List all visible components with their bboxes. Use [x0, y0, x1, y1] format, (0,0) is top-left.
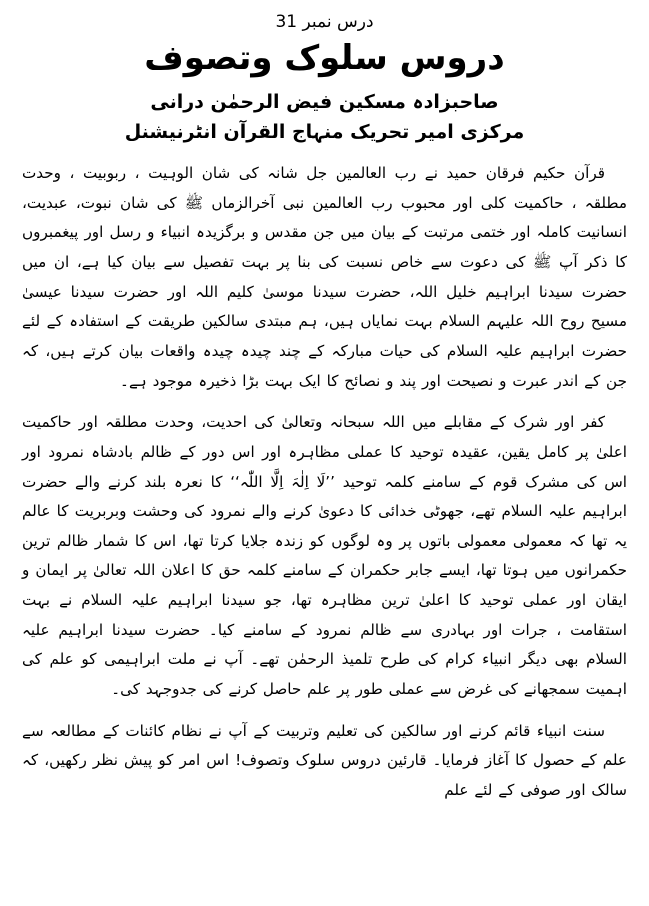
body-paragraph-2: کفر اور شرک کے مقابلے میں اللہ سبحانہ وتعالیٰ کی احدیت، وحدت مطلقہ اور حاکمیت اعلیٰ پر کامل یقین، عقیدہ توحید کا عملی مظاہرہ اور اس دور کے ظالم بادشاہ نمرود اور اس کی مشرک قوم کے سامنے کلمہ توحید ’’لَا اِلٰہَ اِلَّا اللّٰہ‘‘ کا نعرہ بلند کرنے والے حضرت ابراہیم علیہ السلام تھے، جھوٹی خدائی کا دعویٰ کرنے والے نمرود کی وحشت وبربریت کا عالم یہ تھا کہ معمولی معمولی باتوں پر وہ لوگوں کو زندہ جلایا کرتا تھا، اس کا شمار ظالم ترین حکمرانوں میں ہوتا تھا، ایسے جابر حکمران کے سامنے کلمہ حق کا اعلان اللہ تعالیٰ پر ایمان و ایقان اور عملی توحید کا اعلیٰ ترین مظاہرہ تھا، جو سیدنا ابراہیم علیہ السلام نے بہت استقامت ، جرات اور بہادری سے ظالم نمرود کے سامنے کیا۔ حضرت سیدنا ابراہیم علیہ السلام بھی دیگر انبیاء کرام کی طرح تلمیذ الرحمٰن تھے۔ آپ نے ملت ابراہیمی کو علم کی اہمیت سمجھانے کی غرض سے عملی طور پر علم حاصل کرنے کی جدوجہد کی۔ [22, 413, 627, 699]
page-title: دروس سلوک وتصوف [144, 38, 505, 79]
body-paragraph-3: سنت انبیاء قائم کرنے اور سالکین کی تعلیم وتربیت کے آپ نے نظام کائنات کے مطالعہ سے علم کے حصول کا آغاز فرمایا۔ قارئین دروس سلوک وتصوف! اس امر کو پیش نظر رکھیں، کہ سالک اور صوفی کے لئے علم [22, 721, 627, 799]
author-name: صاحبزادہ مسکین فیض الرحمٰن درانی [150, 90, 499, 113]
body-paragraph-1: قرآن حکیم فرقان حمید نے رب العالمین جل شانہ کی شان الوہیت ، ربوبیت ، وحدت مطلقہ ، حاکمیت کلی اور محبوب رب العالمین نبی آخرالزماں ﷺ کی شان نبوت، عبدیت، انسانیت کاملہ اور ختمی مرتبت کے بیان میں جن مقدس و برگزیدہ انبیاء و رسل اور پیغمبروں کا ذکر آپ ﷺ کی دعوت سے خاص نسبت کی بنا پر بہت تفصیل سے بیان کیا ہے، ان میں حضرت سیدنا ابراہیم خلیل اللہ، حضرت سیدنا موسیٰ کلیم اللہ اور حضرت سیدنا عیسیٰ مسیح روح اللہ علیہم السلام بہت نمایاں ہیں، ہم مبتدی سالکین طریقت کے استفادہ کے لئے حضرت ابراہیم علیہ السلام کی حیات مبارکہ کے چند چیدہ چیدہ واقعات بیان کرتے ہیں، کہ جن کے اندر عبرت و نصیحت اور پند و نصائح کا ایک بہت بڑا ذخیرہ موجود ہے۔ [22, 164, 627, 390]
lesson-number: درس نمبر 31 [275, 12, 374, 32]
author-affiliation: مرکزی امیر تحریک منہاج القرآن انٹرنیشنل [124, 121, 525, 144]
